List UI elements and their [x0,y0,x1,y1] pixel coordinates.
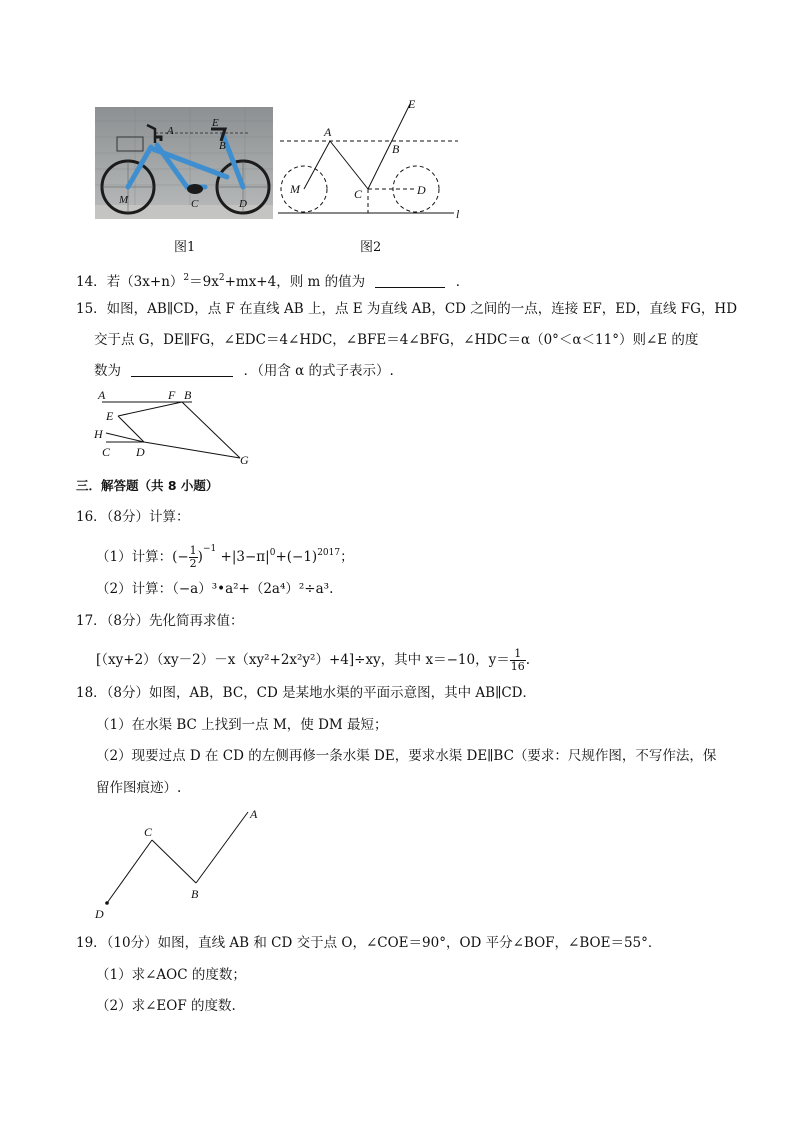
q15-label-d: D [136,445,145,459]
q16-p1-end: ； [340,549,354,565]
question-18-part-2b: 留作图痕迹）. [96,780,182,796]
q16-p1-tail: +(−1) [275,549,318,565]
q14-text-pre: 若（3x+n） [106,274,184,290]
q15-label-f: F [168,388,176,402]
question-16-part-1: （1）计算：(− $\frac{1}{2}$ )$^{-1} +|3-\pi|^0+(-1)^{2017}$； [96,544,354,570]
fig1-label-m: M [119,194,129,206]
q14-text-post: +mx+4，则 m 的值为 [224,274,366,290]
question-18-part-1: （1）在水渠 BC 上找到一点 M，使 DM 最短； [96,717,388,733]
fig2-label-b: B [392,142,400,156]
question-18-figure [90,804,270,922]
q17-end: . [525,652,531,668]
q14-exp2: 2 [218,273,225,283]
q15-answer-blank[interactable] [131,363,233,377]
q17-y-num: 1 [510,648,526,661]
q14-end: ． [455,274,470,290]
question-17-head: 17．（8分）先化简再求值： [76,613,244,629]
question-19-part-2: （2）求∠EOF 的度数. [96,998,236,1014]
q15-label-a: A [98,388,106,402]
question-15-line-3 [94,362,394,380]
q15-label-b: B [184,388,192,402]
question-19-part-1: （1）求∠AOC 的度数； [96,967,246,983]
q17-expr: [（xy+2）（xy－2）－x（xy²+2x²y²）+4]÷xy，其中 x＝−10，y＝ [96,652,510,668]
q17-y-den: 16 [510,660,525,673]
question-18-part-2: （2）现要过点 D 在 CD 的左侧再修一条水渠 DE，要求水渠 DE∥BC（要求：尺规作图，不写作法，保 [96,748,717,764]
fig1-label-d: D [239,198,247,210]
fig1-label-b: B [219,140,226,152]
fig1-label-a: A [167,125,174,137]
q16-p1-den: 2 [189,557,197,570]
fig1-label-c: C [191,198,199,210]
figure-2-diagram [278,96,468,226]
question-19-head: 19．（10分）如图，直线 AB 和 CD 交于点 O，∠COE＝90°，OD 平分∠BOF，∠BOE＝55°． [76,935,662,951]
q15-text-post: ．（用含 α 的式子表示）. [243,363,394,379]
q18-label-c: C [144,825,153,839]
fig2-label-c: C [354,187,363,201]
question-16-part-2: （2）计算：（−a）³•a²+（2a⁴）²÷a³. [96,581,334,597]
fig2-label-m: M [290,182,300,196]
q16-p1-pre: （1）计算：(− [96,549,189,565]
q16-p1-fraction [189,545,198,570]
question-14 [76,269,469,291]
q16-p1-exp: −1 [202,544,217,554]
question-17-expression [96,648,530,673]
fig2-label-a: A [324,125,332,139]
figure-2-caption: 图2 [360,240,382,255]
q17-y-fraction [510,648,526,673]
fig2-label-l: l [456,207,460,221]
fig1-label-e: E [212,117,219,129]
q15-label-c: C [102,445,111,459]
q16-p1-num: 1 [189,544,197,557]
question-15-line-2: 交于点 G，DE∥FG，∠EDC＝4∠HDC，∠BFE＝4∠BFG，∠HDC＝α（0°＜α＜11°）则∠E 的度 [94,332,699,348]
q16-p1-exp2017: 2017 [317,548,341,558]
question-15-line-1: 15．如图，AB∥CD，点 F 在直线 AB 上，点 E 为直线 AB，CD 之间的一点，连接 EF，ED，直线 FG，HD [76,301,738,317]
q18-label-d: D [95,907,104,921]
q14-text-mid: ＝9x [189,274,219,290]
figure-1-bicycle-photo [95,107,273,219]
q15-label-g: G [240,453,249,467]
q18-label-a: A [250,807,258,821]
fig2-label-e: E [408,97,416,111]
question-15-figure [92,386,258,468]
q15-label-e: E [106,409,114,423]
q18-label-b: B [191,887,199,901]
q14-exp: 2 [183,273,190,283]
fig2-label-d: D [417,183,426,197]
question-18-head: 18．（8分）如图，AB，BC，CD 是某地水渠的平面示意图，其中 AB∥CD． [76,685,536,701]
question-16-head: 16．（8分）计算： [76,509,190,525]
q15-text-pre: 数为 [94,363,121,379]
q14-number: 14． [76,274,107,290]
q16-p1-exp0: 0 [269,548,276,558]
q16-p1-abs: +|3−π| [220,549,270,565]
q14-answer-blank[interactable] [375,274,445,288]
section-3-title: 三．解答题（共 8 小题） [76,478,219,493]
q15-label-h: H [94,427,103,441]
figure-1-caption: 图1 [174,240,196,255]
